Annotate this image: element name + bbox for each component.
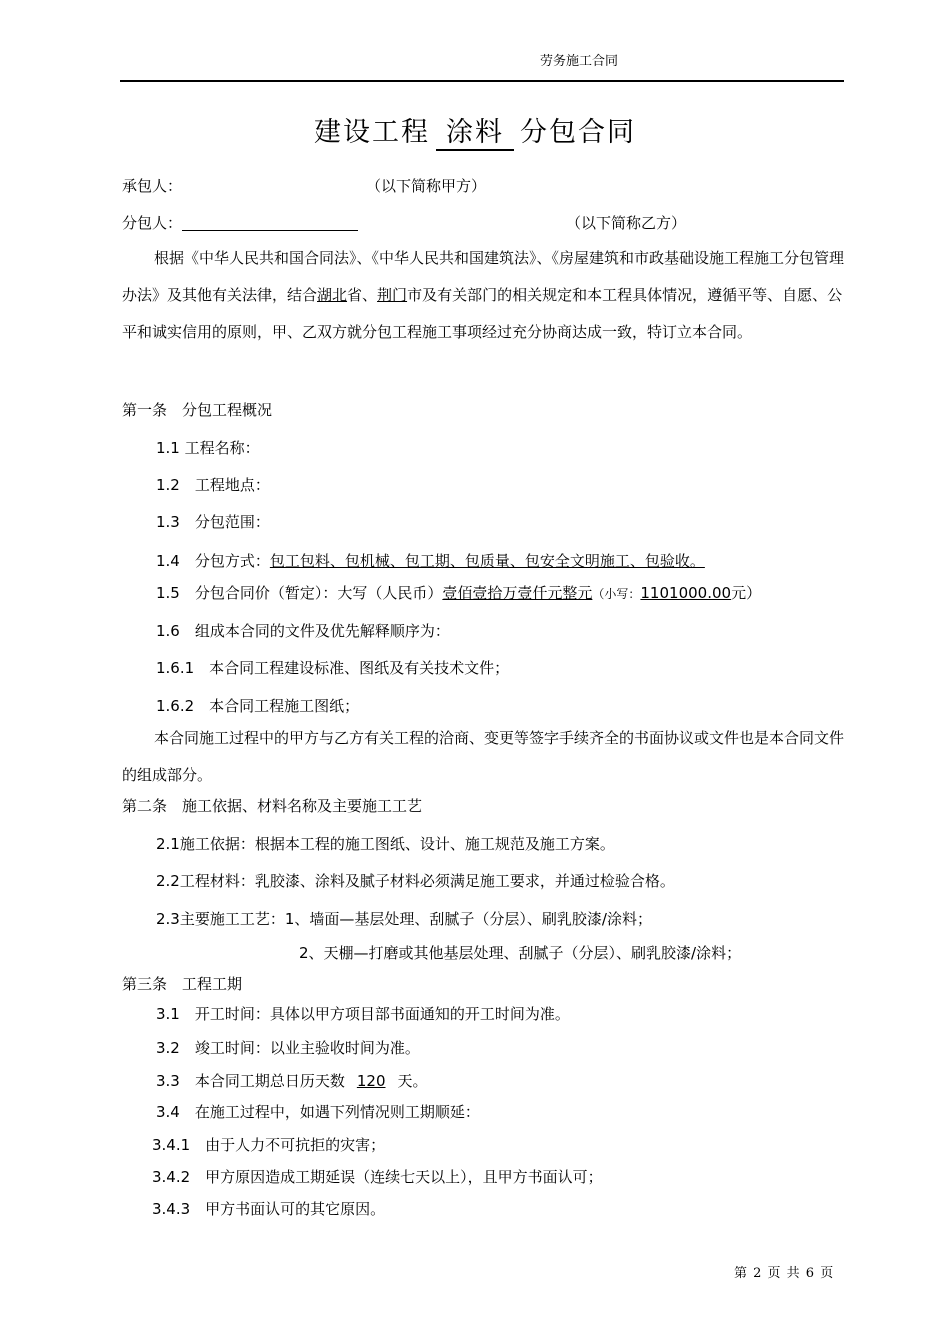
title-prefix: 建设工程 [314, 117, 430, 148]
item-1-5-label: 1.5 分包合同价（暂定）：大写（人民币） [156, 584, 443, 602]
item-1-6-2: 1.6.2 本合同工程施工图纸； [156, 697, 360, 715]
subcontractor-alias: （以下简称乙方） [566, 214, 687, 232]
page-number: 第 2 页 共 6 页 [734, 1266, 835, 1281]
item-3-4-1: 3.4.1 由于人力不可抗拒的灾害； [152, 1136, 386, 1154]
item-1-1: 1.1 工程名称： [156, 439, 260, 457]
contractor-label: 承包人： [122, 177, 183, 195]
article-1-heading: 第一条 分包工程概况 [122, 401, 273, 419]
item-3-2: 3.2 竣工时间：以业主验收时间为准。 [156, 1039, 420, 1057]
item-3-4-3: 3.4.3 甲方书面认可的其它原因。 [152, 1200, 386, 1218]
item-2-2: 2.2工程材料：乳胶漆、涂料及腻子材料必须满足施工要求，并通过检验合格。 [156, 872, 675, 890]
item-1-4-label: 1.4 分包方式： [156, 552, 270, 570]
item-2-3-b: 2、天棚—打磨或其他基层处理、刮腻子（分层）、刷乳胶漆/涂料； [299, 944, 742, 962]
item-1-5 [156, 582, 761, 603]
item-3-4: 3.4 在施工过程中，如遇下列情况则工期顺延： [156, 1103, 480, 1121]
intro-text-3: 市及有关部门的相关规定和本工程具体情况，遵循平等、自愿、公平和诚实信用的原则，甲、乙双方就分包工程施工事项经过充分协商达成一致，特订立本合同。 [122, 286, 843, 341]
item-3-1: 3.1 开工时间：具体以甲方项目部书面通知的开工时间为准。 [156, 1005, 570, 1023]
item-3-4-2: 3.4.2 甲方原因造成工期延误（连续七天以上），且甲方书面认可； [152, 1168, 603, 1186]
article-2-heading: 第二条 施工依据、材料名称及主要施工工艺 [122, 797, 423, 815]
contract-price-small-label: （小写： [592, 587, 641, 601]
header-divider [120, 80, 844, 82]
article-1-note: 本合同施工过程中的甲方与乙方有关工程的洽商、变更等签字手续齐全的书面协议或文件也是本合同文件的组成部分。 [122, 729, 845, 784]
contract-price-words: 壹佰壹拾万壹仟元整元 [442, 584, 593, 602]
item-3-3-label: 3.3 本合同工期总日历天数 [156, 1072, 345, 1090]
contractor-alias: （以下简称甲方） [366, 177, 487, 195]
province-field: 湖北 [317, 286, 348, 304]
item-3-3 [156, 1070, 428, 1091]
item-3-3-suffix: 天。 [397, 1072, 428, 1090]
contract-price-close: 元） [731, 584, 762, 602]
item-1-4 [156, 550, 705, 571]
total-days-field: 120 [356, 1072, 386, 1090]
intro-text-2: 省、 [347, 286, 378, 304]
intro-text-1: 根据《中华人民共和国合同法》、《中华人民共和国建筑法》、《房屋建筑和市政基础设施工程施工分包管理办法》及其他有关法律，结合 [122, 249, 845, 304]
contractor-line [122, 175, 182, 196]
running-header: 劳务施工合同 [540, 54, 619, 69]
intro-paragraph [122, 240, 844, 351]
subcontractor-blank [182, 216, 358, 231]
item-1-6-1: 1.6.1 本合同工程建设标准、图纸及有关技术文件； [156, 659, 510, 677]
item-2-1: 2.1施工依据：根据本工程的施工图纸、设计、施工规范及施工方案。 [156, 835, 615, 853]
item-1-6: 1.6 组成本合同的文件及优先解释顺序为： [156, 622, 450, 640]
subcontractor-line [122, 212, 358, 233]
item-1-3: 1.3 分包范围： [156, 513, 270, 531]
contract-price-figure: 1101000.00 [640, 584, 732, 602]
city-field: 荆门 [377, 286, 408, 304]
subcontractor-label: 分包人： [122, 214, 183, 232]
title-blank-field: 涂料 [436, 110, 514, 151]
article-3-heading: 第三条 工程工期 [122, 975, 243, 993]
subcontract-method: 包工包料、包机械、包工期、包质量、包安全文明施工、包验收。 [269, 552, 705, 570]
document-title [0, 110, 950, 151]
title-suffix: 分包合同 [520, 117, 636, 148]
item-1-2: 1.2 工程地点： [156, 476, 270, 494]
item-2-3: 2.3主要施工工艺：1、墙面—基层处理、刮腻子（分层）、刷乳胶漆/涂料； [156, 910, 652, 928]
